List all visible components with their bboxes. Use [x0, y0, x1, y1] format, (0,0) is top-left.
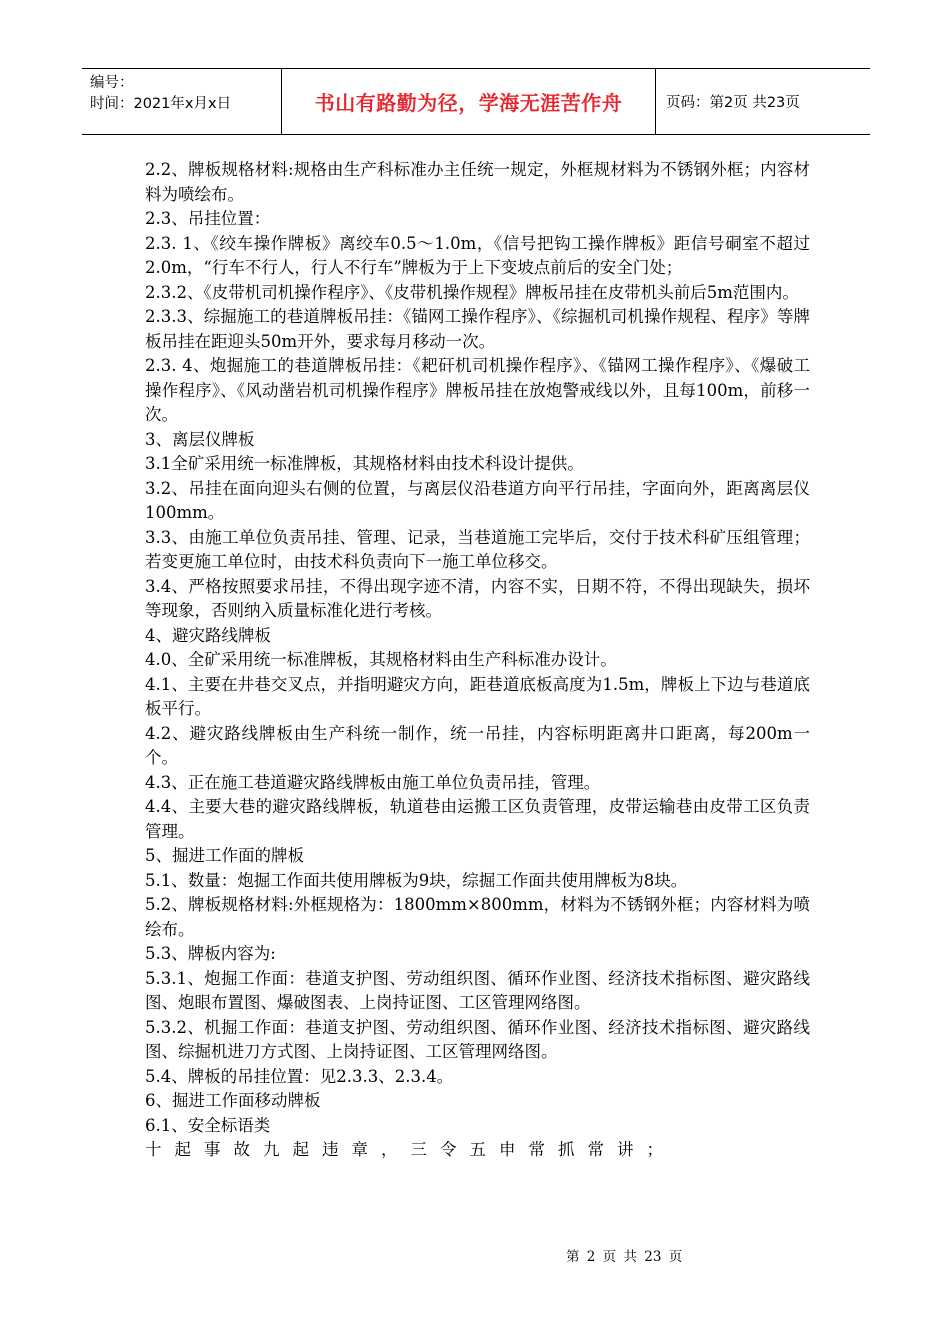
- paragraph: 5.3、牌板内容为:: [145, 944, 276, 963]
- section-heading: 5、掘进工作面的牌板: [145, 846, 304, 865]
- paragraph: 3.2、吊挂在面向迎头右侧的位置，与离层仪沿巷道方向平行吊挂，字面向外，距离离层仪100mm。: [145, 478, 810, 522]
- paragraph: 2.3. 1、《绞车操作牌板》离绞车0.5～1.0m，《信号把钩工操作牌板》距信号硐室不超过2.0m，“行车不行人，行人不行车”牌板为于上下变坡点前后的安全门处；: [145, 233, 810, 277]
- paragraph: 2.3.3、综掘施工的巷道牌板吊挂：《锚网工操作程序》、《综掘机司机操作规程、程序》等牌板吊挂在距迎头50m开外，要求每月移动一次。: [145, 307, 810, 351]
- header-meta-cell: [82, 69, 282, 134]
- paragraph: 4.3、正在施工巷道避灾路线牌板由施工单位负责吊挂，管理。: [145, 772, 601, 792]
- slogan-line: 十起事故九起违章，三令五申常抓常讲；: [145, 1140, 676, 1159]
- paragraph: 4.4、主要大巷的避灾路线牌板，轨道巷由运搬工区负责管理，皮带运输巷由皮带工区负责管理。: [145, 797, 810, 841]
- header-page-label: 页码：第2页 共23页: [666, 95, 800, 111]
- paragraph: 3.1全矿采用统一标准牌板，其规格材料由技术科设计提供。: [145, 454, 584, 473]
- document-body: [145, 158, 810, 1163]
- paragraph: 2.3. 4、炮掘施工的巷道牌板吊挂：《耙矸机司机操作程序》、《锚网工操作程序》、《爆破工操作程序》、《风动凿岩机司机操作程序》牌板吊挂在放炮警戒线以外，且每100m，前移一次。: [145, 356, 810, 424]
- paragraph: 4.2、避灾路线牌板由生产科统一制作，统一吊挂，内容标明距离井口距离，每200m一个。: [145, 723, 810, 767]
- header-table: [82, 68, 870, 135]
- document-time-label: 时间：2021年x月x日: [90, 96, 232, 112]
- paragraph: 2.3.2、《皮带机司机操作程序》、《皮带机操作规程》牌板吊挂在皮带机头前后5m范围内。: [145, 282, 799, 302]
- header-motto-cell: [282, 69, 656, 134]
- header-motto: 书山有路勤为径，学海无涯苦作舟: [314, 91, 623, 115]
- paragraph: 6.1、安全标语类: [145, 1115, 271, 1135]
- paragraph: 3.4、严格按照要求吊挂，不得出现字迹不清，内容不实，日期不符，不得出现缺失，损坏等现象，否则纳入质量标准化进行考核。: [145, 576, 810, 620]
- document-number-label: 编号：: [90, 75, 134, 91]
- paragraph: 4.1、主要在井巷交叉点，并指明避灾方向，距巷道底板高度为1.5m，牌板上下边与巷道底板平行。: [145, 674, 810, 718]
- paragraph: 4.0、全矿采用统一标准牌板，其规格材料由生产科标准办设计。: [145, 650, 617, 669]
- header-page-cell: [656, 69, 870, 134]
- page-footer: 第 2 页 共 23 页: [566, 1249, 683, 1265]
- section-heading: 3、离层仪牌板: [145, 429, 255, 449]
- paragraph: 2.3、吊挂位置：: [145, 209, 271, 228]
- section-heading: 6、掘进工作面移动牌板: [145, 1091, 321, 1110]
- paragraph: 5.3.2、机掘工作面：巷道支护图、劳动组织图、循环作业图、经济技术指标图、避灾路线图、综掘机进刀方式图、上岗持证图、工区管理网络图。: [145, 1017, 810, 1061]
- paragraph: 2.2、牌板规格材料:规格由生产科标准办主任统一规定，外框规材料为不锈钢外框；内容材料为喷绘布。: [145, 160, 810, 204]
- paragraph: 5.3.1、炮掘工作面：巷道支护图、劳动组织图、循环作业图、经济技术指标图、避灾路线图、炮眼布置图、爆破图表、上岗持证图、工区管理网络图。: [145, 968, 810, 1012]
- paragraph: 5.2、牌板规格材料:外框规格为：1800mm×800mm，材料为不锈钢外框；内容材料为喷绘布。: [145, 895, 810, 939]
- section-heading: 4、避灾路线牌板: [145, 625, 271, 645]
- paragraph: 3.3、由施工单位负责吊挂、管理、记录，当巷道施工完毕后，交付于技术科矿压组管理；若变更施工单位时，由技术科负责向下一施工单位移交。: [145, 527, 810, 571]
- paragraph: 5.1、数量：炮掘工作面共使用牌板为9块，综掘工作面共使用牌板为8块。: [145, 870, 688, 890]
- paragraph: 5.4、牌板的吊挂位置：见2.3.3、2.3.4。: [145, 1066, 454, 1086]
